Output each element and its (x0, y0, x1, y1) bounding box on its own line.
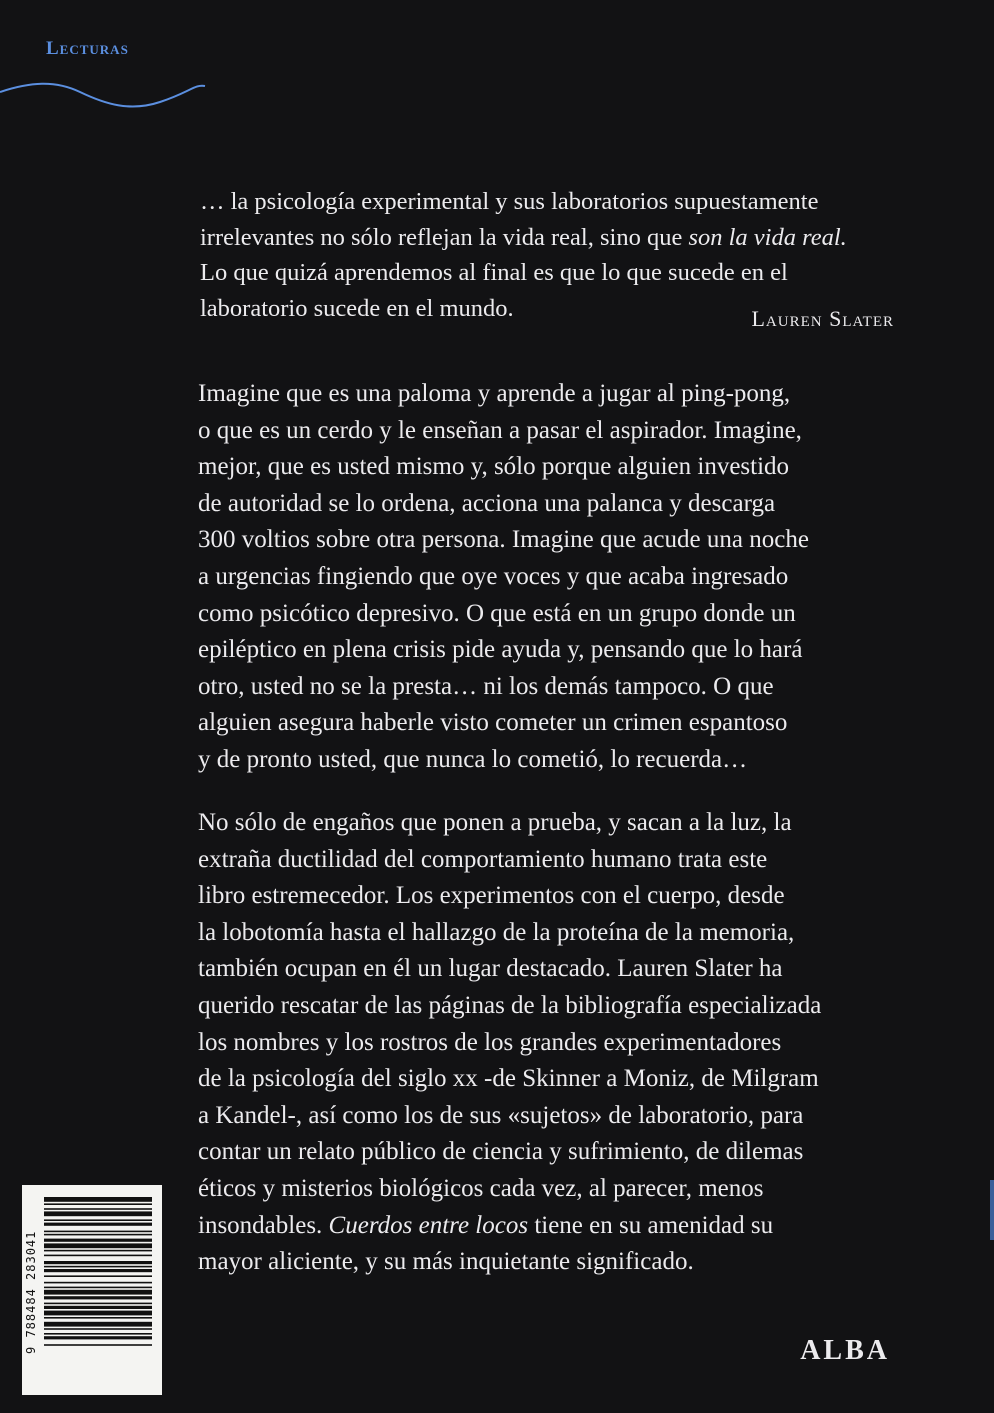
barcode-bar (44, 1203, 152, 1205)
barcode-bar (44, 1306, 152, 1309)
text-line: extraña ductilidad del comportamiento humano trata este (198, 845, 768, 873)
synopsis-paragraph-2 (198, 805, 898, 1281)
text-line: alguien asegura haberle visto cometer un crimen espantoso (198, 709, 788, 737)
text-line: éticos y misterios biológicos cada vez, al parecer, menos (198, 1174, 764, 1202)
barcode-bar (44, 1231, 152, 1233)
spine-edge (990, 1180, 994, 1240)
text-line: No sólo de engaños que ponen a prueba, y sacan a la luz, la (198, 809, 792, 836)
epigraph-line: Lo que quizá aprendemos al final es que lo que sucede en el (200, 259, 788, 286)
epigraph-quote (200, 184, 900, 326)
barcode-number: 9 788484 283041 (24, 1230, 38, 1355)
barcode-bar (44, 1261, 152, 1264)
text-segment: insondables. (198, 1211, 329, 1239)
barcode-bar (44, 1234, 152, 1236)
series-label: Lecturas (46, 38, 129, 59)
text-line: otro, usted no se la presta… ni los demás tampoco. O que (198, 672, 774, 700)
barcode-icon (32, 1193, 157, 1388)
text-line: también ocupan en él un lugar destacado. Lauren Slater ha (198, 955, 783, 983)
text-line: libro estremecedor. Los experimentos con el cuerpo, desde (198, 882, 785, 910)
text-line: como psicótico depresivo. O que está en un grupo donde un (198, 599, 796, 627)
text-line: y de pronto usted, que nunca lo cometió, lo recuerda… (198, 745, 748, 773)
book-title-italic: Cuerdos entre locos (328, 1211, 529, 1239)
series-wave-line (0, 78, 210, 118)
barcode-bar (44, 1269, 152, 1272)
epigraph-line: laboratorio sucede en el mundo. (200, 294, 514, 322)
barcode-bar (44, 1239, 152, 1242)
barcode-bar (44, 1197, 152, 1202)
barcode-bar (44, 1322, 152, 1327)
text-line: de autoridad se lo ordena, acciona una palanca y descarga (198, 489, 776, 517)
barcode-bar (44, 1275, 152, 1277)
text-line: epiléptico en plena crisis pide ayuda y, pensando que lo hará (198, 636, 803, 664)
barcode-bar (44, 1223, 152, 1226)
synopsis-paragraph-1 (198, 376, 898, 779)
epigraph-author: Lauren Slater (751, 306, 894, 331)
barcode-bar (44, 1296, 152, 1299)
text-line: contar un relato público de ciencia y sufrimiento, de dilemas (198, 1138, 804, 1166)
text-line: o que es un cerdo y le enseñan a pasar el aspirador. Imagine, (198, 416, 802, 444)
barcode-label (22, 1185, 162, 1395)
text-line: mejor, que es usted mismo y, sólo porque alguien investido (198, 453, 790, 481)
text-line: a urgencias fingiendo que oye voces y que acaba ingresado (198, 562, 789, 590)
barcode-bar (44, 1255, 152, 1257)
text-line (198, 1208, 898, 1245)
barcode-bar (44, 1303, 152, 1305)
text-segment: tiene en su amenidad su (528, 1211, 774, 1239)
barcode-bar (44, 1317, 152, 1319)
barcode-bar (44, 1333, 152, 1335)
text-line: de la psicología del siglo xx -de Skinner a Moniz, de Milgram (198, 1065, 819, 1093)
barcode-bar (44, 1336, 152, 1339)
text-line: querido rescatar de las páginas de la bibliografía especializada (198, 991, 822, 1019)
text-line: la lobotomía hasta el hallazgo de la proteína de la memoria, (198, 918, 795, 946)
epigraph-line: … la psicología experimental y sus laboratorios supuestamente (200, 188, 819, 215)
barcode-bar (44, 1219, 152, 1221)
barcode-bar (44, 1211, 152, 1216)
barcode-bar (44, 1290, 152, 1295)
barcode-bar (44, 1344, 152, 1346)
text-line: los nombres y los rostros de los grandes experimentadores (198, 1028, 782, 1056)
barcode-bar (44, 1243, 152, 1248)
epigraph-line (200, 220, 900, 256)
text-line: mayor aliciente, y su más inquietante significado. (198, 1248, 694, 1276)
barcode-bar (44, 1208, 152, 1210)
text-line: Imagine que es una paloma y aprende a jugar al ping-pong, (198, 380, 791, 407)
barcode-bar (44, 1287, 152, 1289)
barcode-bar (44, 1282, 152, 1284)
epigraph-italic-text: son la vida real. (688, 223, 847, 251)
text-line: 300 voltios sobre otra persona. Imagine que acude una noche (198, 526, 809, 554)
barcode-bar (44, 1311, 152, 1316)
text-line: a Kandel-, así como los de sus «sujetos» de laboratorio, para (198, 1101, 804, 1129)
barcode-bar (44, 1266, 152, 1268)
epigraph-text: irrelevantes no sólo reflejan la vida real, sino que (200, 223, 689, 251)
publisher-logo: ALBA (800, 1335, 890, 1366)
barcode-bar (44, 1328, 152, 1330)
barcode-bar (44, 1250, 152, 1252)
